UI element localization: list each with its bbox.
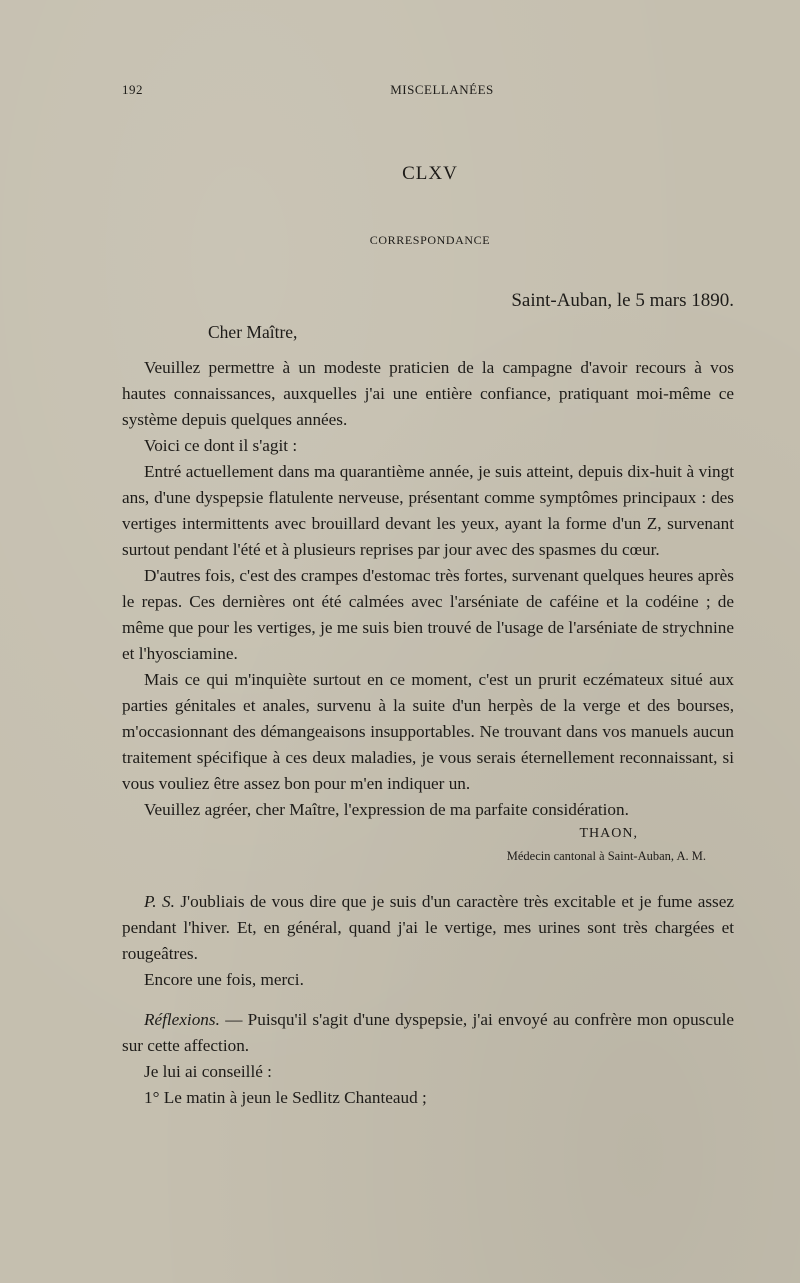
postscript-paragraph [122,889,734,967]
letter-paragraph: Veuillez agréer, cher Maître, l'expression de ma parfaite considération. [144,800,629,819]
postscript-text: J'oubliais de vous dire que je suis d'un caractère très excitable et je fume assez pendant l'hiver. Et, en général, quand j'ai le vertige, mes urines sont très chargées et rougeâtres. [122,892,734,963]
reflexions-text: — Puisqu'il s'agit d'une dyspepsie, j'ai envoyé au confrère mon opuscule sur cette affection. [122,1010,734,1055]
running-section-title: MISCELLANÉES [390,82,494,97]
letter-salutation: Cher Maître, [208,322,298,342]
letter-paragraph: Veuillez permettre à un modeste praticien de la campagne d'avoir recours à vos hautes connaissances, auxquelles j'ai une entière confiance, pratiquant moi-même ce système depuis quelques années. [122,358,734,429]
page-number: 192 [122,82,143,97]
letter-dateline: Saint-Auban, le 5 mars 1890. [511,290,734,311]
body-text [122,285,734,1111]
chapter-subheading: CORRESPONDANCE [369,233,491,247]
running-head [122,82,732,102]
letter-paragraph: Entré actuellement dans ma quarantième année, je suis atteint, depuis dix-huit à vingt ans, d'une dyspepsie flatulente nerveuse, présentant comme symptômes principaux : des vertiges intermittents avec brouillard devant les yeux, ayant la forme d'un Z, survenant surtout pendant l'été et à plusieurs reprises par jour avec des spasmes du cœur. [122,462,734,559]
letter-signature: THAON, [579,826,638,841]
letter-paragraph: Mais ce qui m'inquiète surtout en ce moment, c'est un prurit eczémateux situé aux parties génitales et anales, survenu à la suite d'un herpès de la verge et des bourses, m'occasionnant des démangeaisons insupportables. Ne trouvant dans vos manuels aucun traitement spécifique à ces deux maladies, je vous serais éternellement reconnaissant, si vous vouliez être assez bon pour m'en indiquer un. [122,670,734,793]
letter-paragraph: Voici ce dont il s'agit : [144,436,298,455]
chapter-number: CLXV [402,163,458,184]
letter-paragraph: D'autres fois, c'est des crampes d'estomac très fortes, survenant quelques heures après le repas. Ces dernières ont été calmées avec l'arséniate de caféine et la codéine ; de même que pour les vertiges, je me suis bien trouvé de l'usage de l'arséniate de strychnine et l'hyosciamine. [122,566,734,663]
advice-list-item: 1° Le matin à jeun le Sedlitz Chanteaud ; [144,1088,427,1107]
reflexions-paragraph [122,1007,734,1059]
postscript-closing: Encore une fois, merci. [144,970,304,989]
advice-intro: Je lui ai conseillé : [144,1062,272,1081]
postscript-label: P. S. [144,892,175,911]
reflexions-label: Réflexions. [144,1010,220,1029]
section-gap [122,993,734,1007]
signature-title: Médecin cantonal à Saint-Auban, A. M. [506,849,706,863]
section-gap [122,867,734,889]
